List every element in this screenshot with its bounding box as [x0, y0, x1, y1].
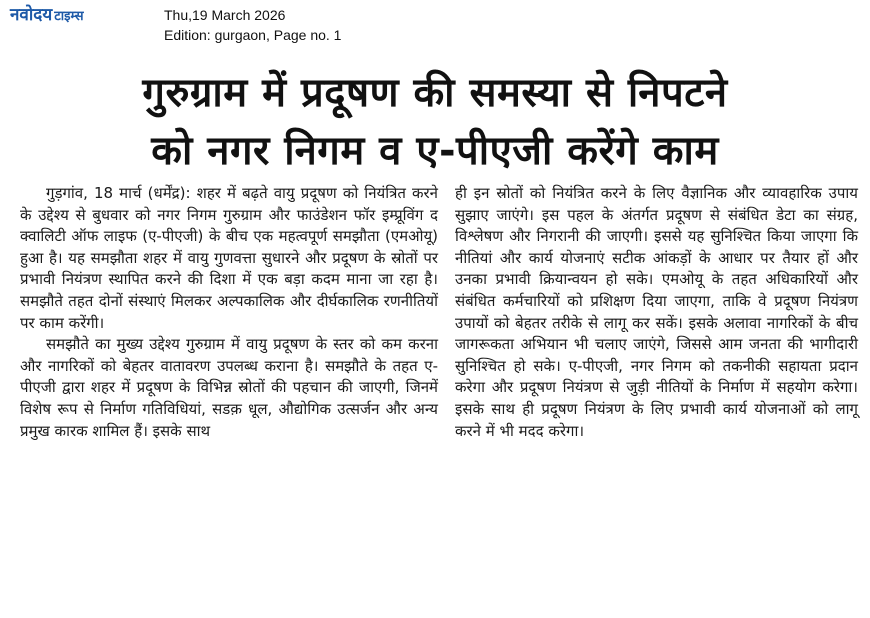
edition-meta [164, 5, 341, 45]
logo-sub-text: टाइम्स [54, 9, 84, 24]
edition-info: Edition: gurgaon, Page no. 1 [164, 27, 342, 43]
article-column-right [455, 183, 858, 442]
newspaper-logo[interactable] [10, 4, 84, 28]
article-paragraph: गुड़गांव, 18 मार्च (धर्मेंद्र): शहर में बढ़ते वायु प्रदूषण को नियंत्रित करने के उद्देश्य से बुधवार को नगर निगम गुरुग्राम और फाउंडेशन फॉर इम्प्रूविंग द क्वालिटी ऑफ लाइफ (ए-पीएजी) के बीच एक महत्वपूर्ण समझौता (एमओयू) हुआ है। यह समझौता शहर में वायु गुणवत्ता सुधारने और प्रदूषण के स्रोतों पर प्रभावी नियंत्रण स्थापित करने की दिशा में एक बड़ा कदम माना जा रहा है। समझौते तहत दोनों संस्थाएं मिलकर अल्पकालिक और दीर्घकालिक रणनीतियों पर काम करेंगी। [20, 184, 438, 332]
headline-line-2: को नगर निगम व ए-पीएजी करेंगे काम [151, 128, 719, 174]
article-column-left [20, 183, 438, 442]
article-paragraph: ही इन स्रोतों को नियंत्रित करने के लिए वैज्ञानिक और व्यावहारिक उपाय सुझाए जाएंगे। इस पहल के अंतर्गत प्रदूषण से संबंधित डेटा का संग्रह, विश्लेषण और निगरानी की जाएगी। इससे यह सुनिश्चित किया जाएगा कि नीतियां और कार्य योजनाएं सटीक आंकड़ों के आधार पर तैयार हों और उनका प्रभावी क्रियान्वयन हो सके। एमओयू के तहत अधिकारियों और संबंधित कर्मचारियों को प्रशिक्षण दिया जाएगा, ताकि वे प्रदूषण नियंत्रण उपायों को बेहतर तरीके से लागू कर सकें। इसके अलावा नागरिकों के बीच जागरूकता अभियान भी चलाए जाएंगे, जिससे आम जनता की भागीदारी सुनिश्चित हो सके। ए-पीएजी, नगर निगम को तकनीकी सहायता प्रदान करेगा और प्रदूषण नियंत्रण से जुड़ी नीतियों के निर्माण में सहयोग करेगा। इसके साथ ही प्रदूषण नियंत्रण के लिए प्रभावी कार्य योजनाओं को लागू करने में भी मदद करेगा। [455, 184, 858, 440]
publication-date: Thu,19 March 2026 [164, 7, 286, 23]
headline-line-1: गुरुग्राम में प्रदूषण की समस्या से निपटने [142, 70, 728, 116]
masthead [0, 0, 870, 50]
article-headline [10, 64, 860, 180]
article-paragraph: समझौते का मुख्य उद्देश्य गुरुग्राम में वायु प्रदूषण के स्तर को कम करना और नागरिकों को बेहतर वातावरण उपलब्ध कराना है। समझौते के तहत ए-पीएजी द्वारा शहर में प्रदूषण के विभिन्न स्रोतों की पहचान की जाएगी, जिनमें विशेष रूप से निर्माण गतिविधियां, सडक़ धूल, औद्योगिक उत्सर्जन और अन्य प्रमुख कारक शामिल हैं। इसके साथ [20, 335, 438, 440]
logo-main-text: नवोदय [10, 5, 53, 25]
